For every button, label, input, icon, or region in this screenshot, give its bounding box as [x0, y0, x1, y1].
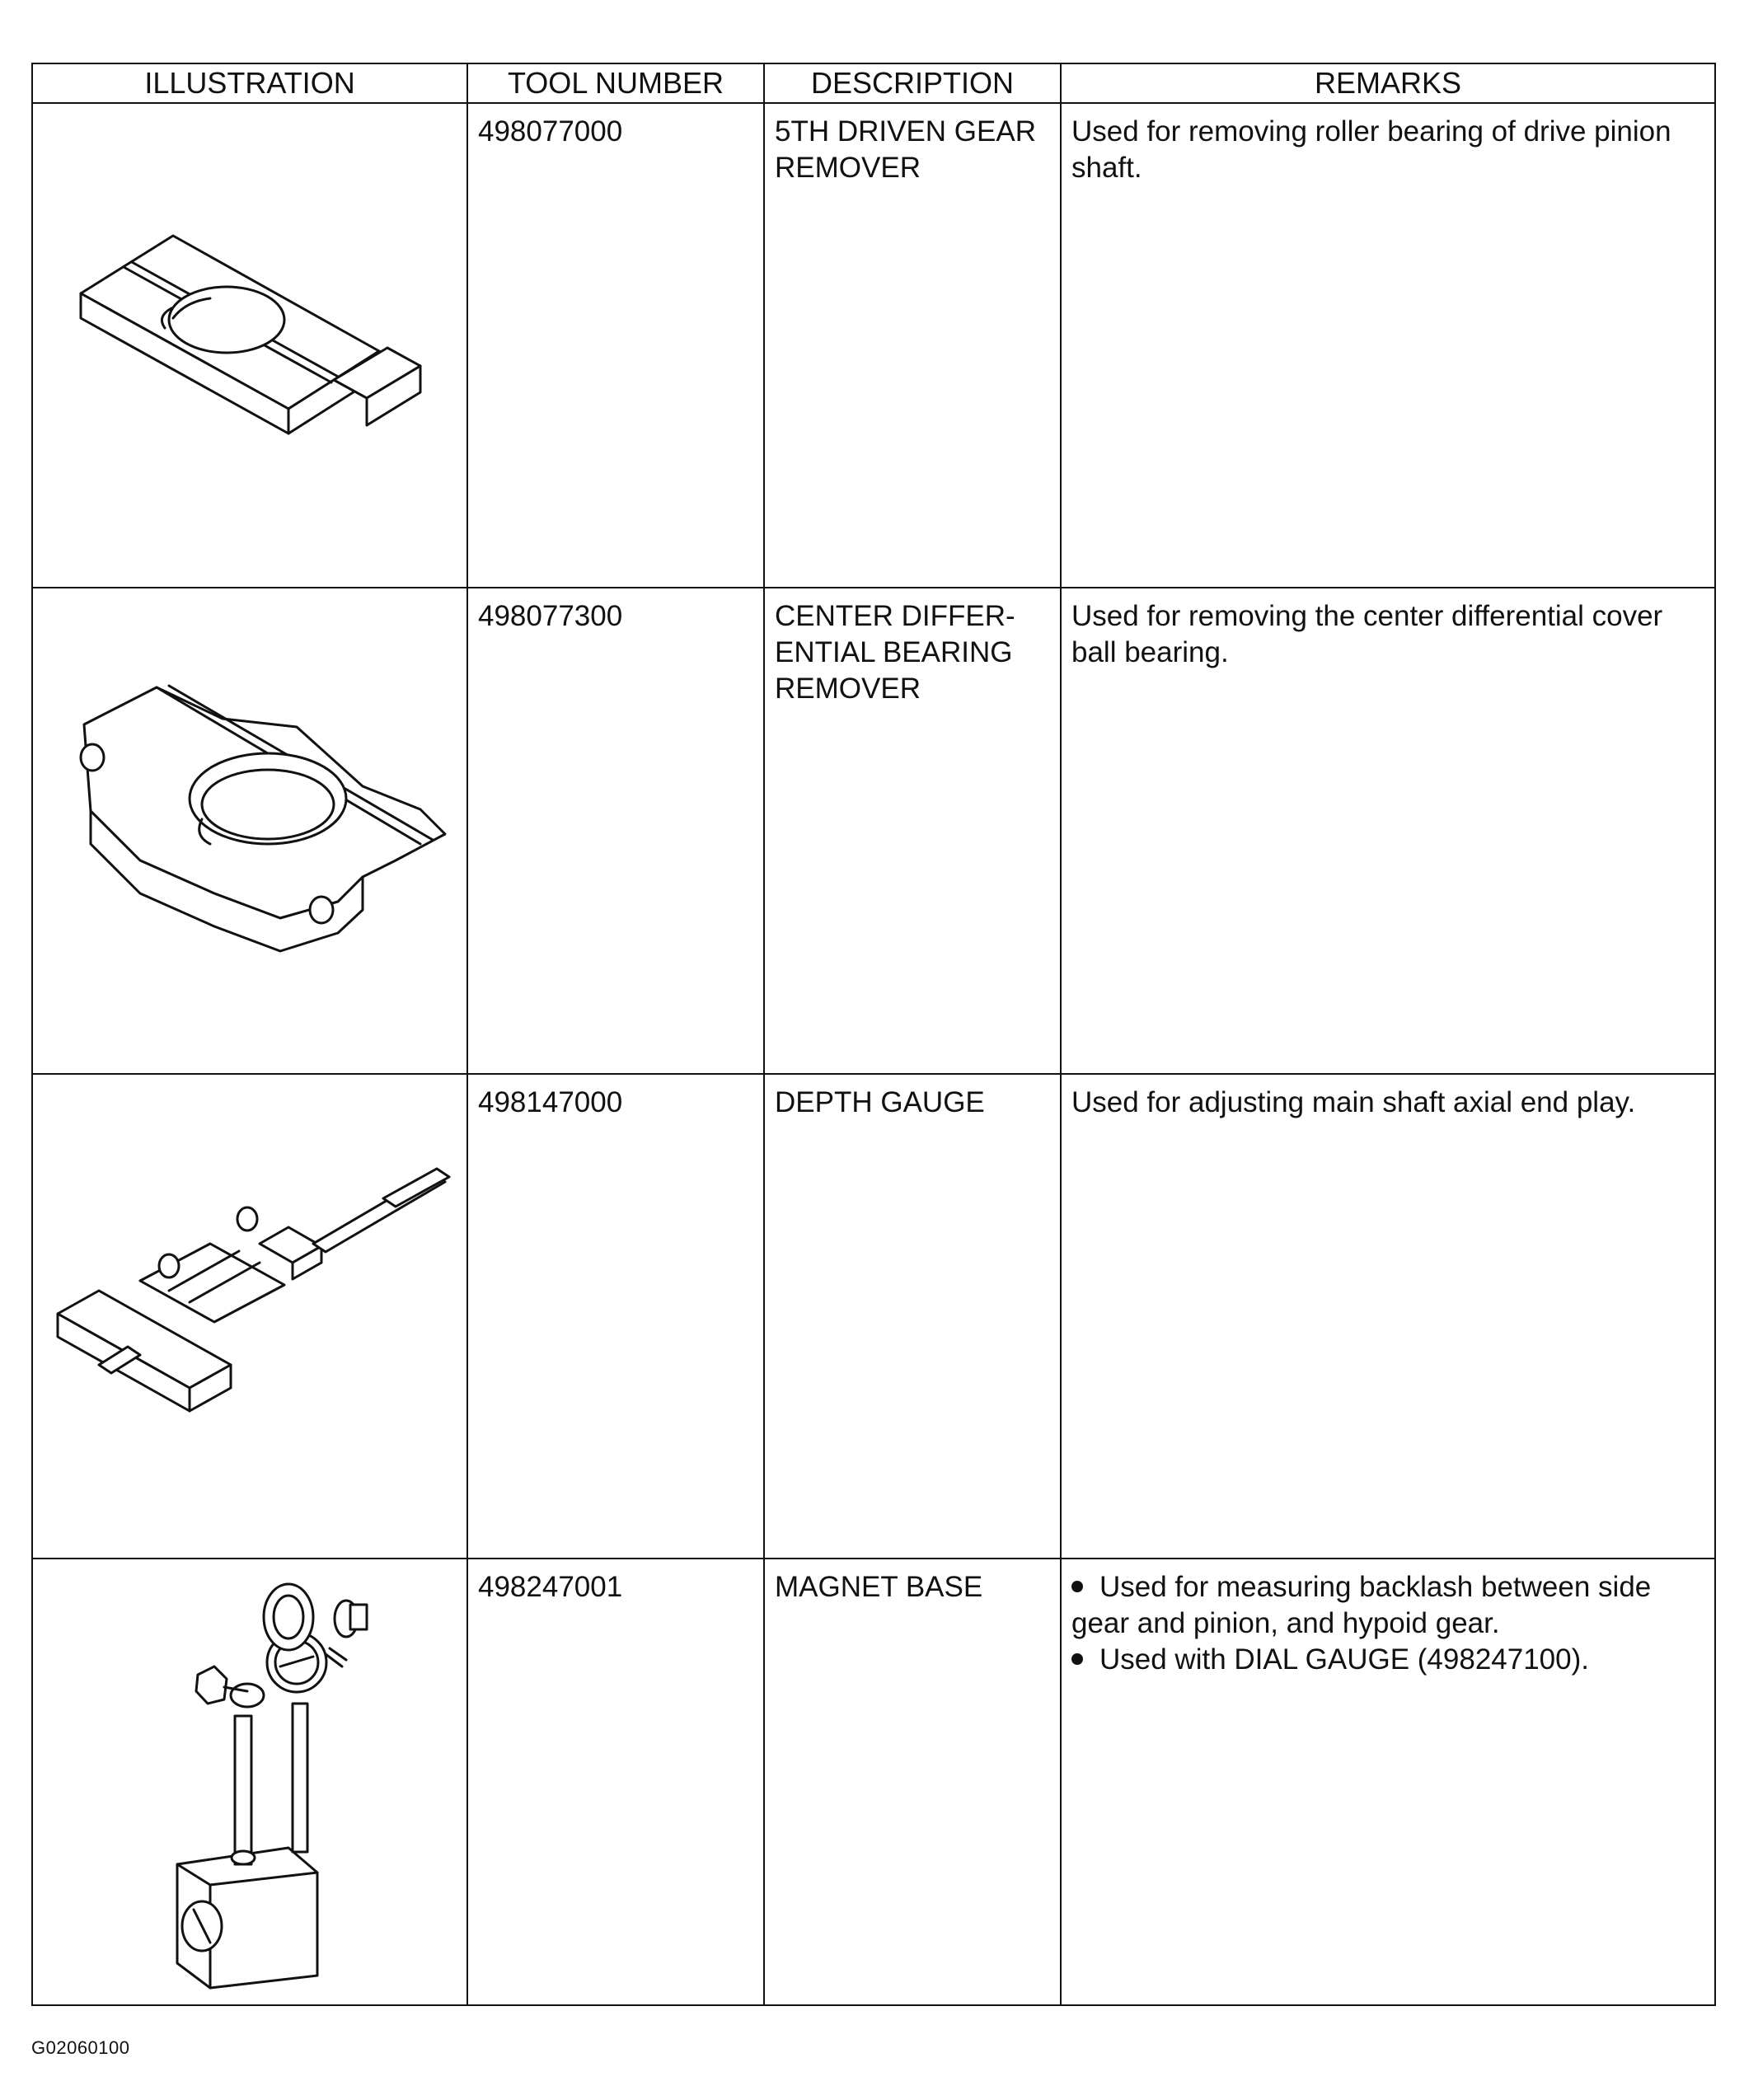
- bullet-icon: [1071, 1653, 1083, 1665]
- special-tools-table: [31, 63, 1716, 2006]
- header-tool-number: TOOL NUMBER: [467, 63, 764, 103]
- table-header-row: [32, 63, 1715, 103]
- tool-remarks: Used for removing roller bearing of drive pinion shaft.: [1071, 115, 1671, 184]
- illustration-cell: [32, 588, 467, 1074]
- tool-remarks: Used for removing the center differential cover ball bearing.: [1071, 600, 1663, 668]
- list-item: Used with DIAL GAUGE (498247100).: [1071, 1642, 1704, 1678]
- illustration-cell: [32, 1559, 467, 2005]
- tool-remarks: Used for adjusting main shaft axial end play.: [1071, 1086, 1636, 1118]
- bearing-remover-clamp-illustration: [33, 588, 468, 1075]
- table-row: [32, 1074, 1715, 1559]
- tool-remarks-list: [1062, 1559, 1714, 1678]
- tool-description: MAGNET BASE: [775, 1571, 983, 1603]
- tool-number: 498077300: [478, 600, 623, 632]
- list-item: Used for measuring backlash between side gear and pinion, and hypoid gear.: [1071, 1571, 1652, 1639]
- table-row: [32, 1559, 1715, 2005]
- header-remarks: REMARKS: [1061, 63, 1715, 103]
- magnet-base-illustration: [33, 1559, 468, 2006]
- illustration-cell: [32, 103, 467, 588]
- split-plate-remover-illustration: [33, 104, 468, 588]
- figure-code: G02060100: [31, 2037, 130, 2058]
- table-row: [32, 103, 1715, 588]
- bullet-icon: [1071, 1581, 1083, 1592]
- illustration-cell: [32, 1074, 467, 1559]
- tool-description: CENTER DIFFER- ENTIAL BEARING REMOVER: [775, 600, 1015, 705]
- header-illustration: ILLUSTRATION: [32, 63, 467, 103]
- tool-number: 498147000: [478, 1086, 623, 1118]
- depth-gauge-illustration: [33, 1075, 468, 1559]
- tool-number: 498077000: [478, 115, 623, 148]
- tool-number: 498247001: [478, 1571, 623, 1603]
- table-row: [32, 588, 1715, 1074]
- tool-description: DEPTH GAUGE: [775, 1086, 985, 1118]
- tool-description: 5TH DRIVEN GEAR REMOVER: [775, 115, 1036, 184]
- header-description: DESCRIPTION: [764, 63, 1061, 103]
